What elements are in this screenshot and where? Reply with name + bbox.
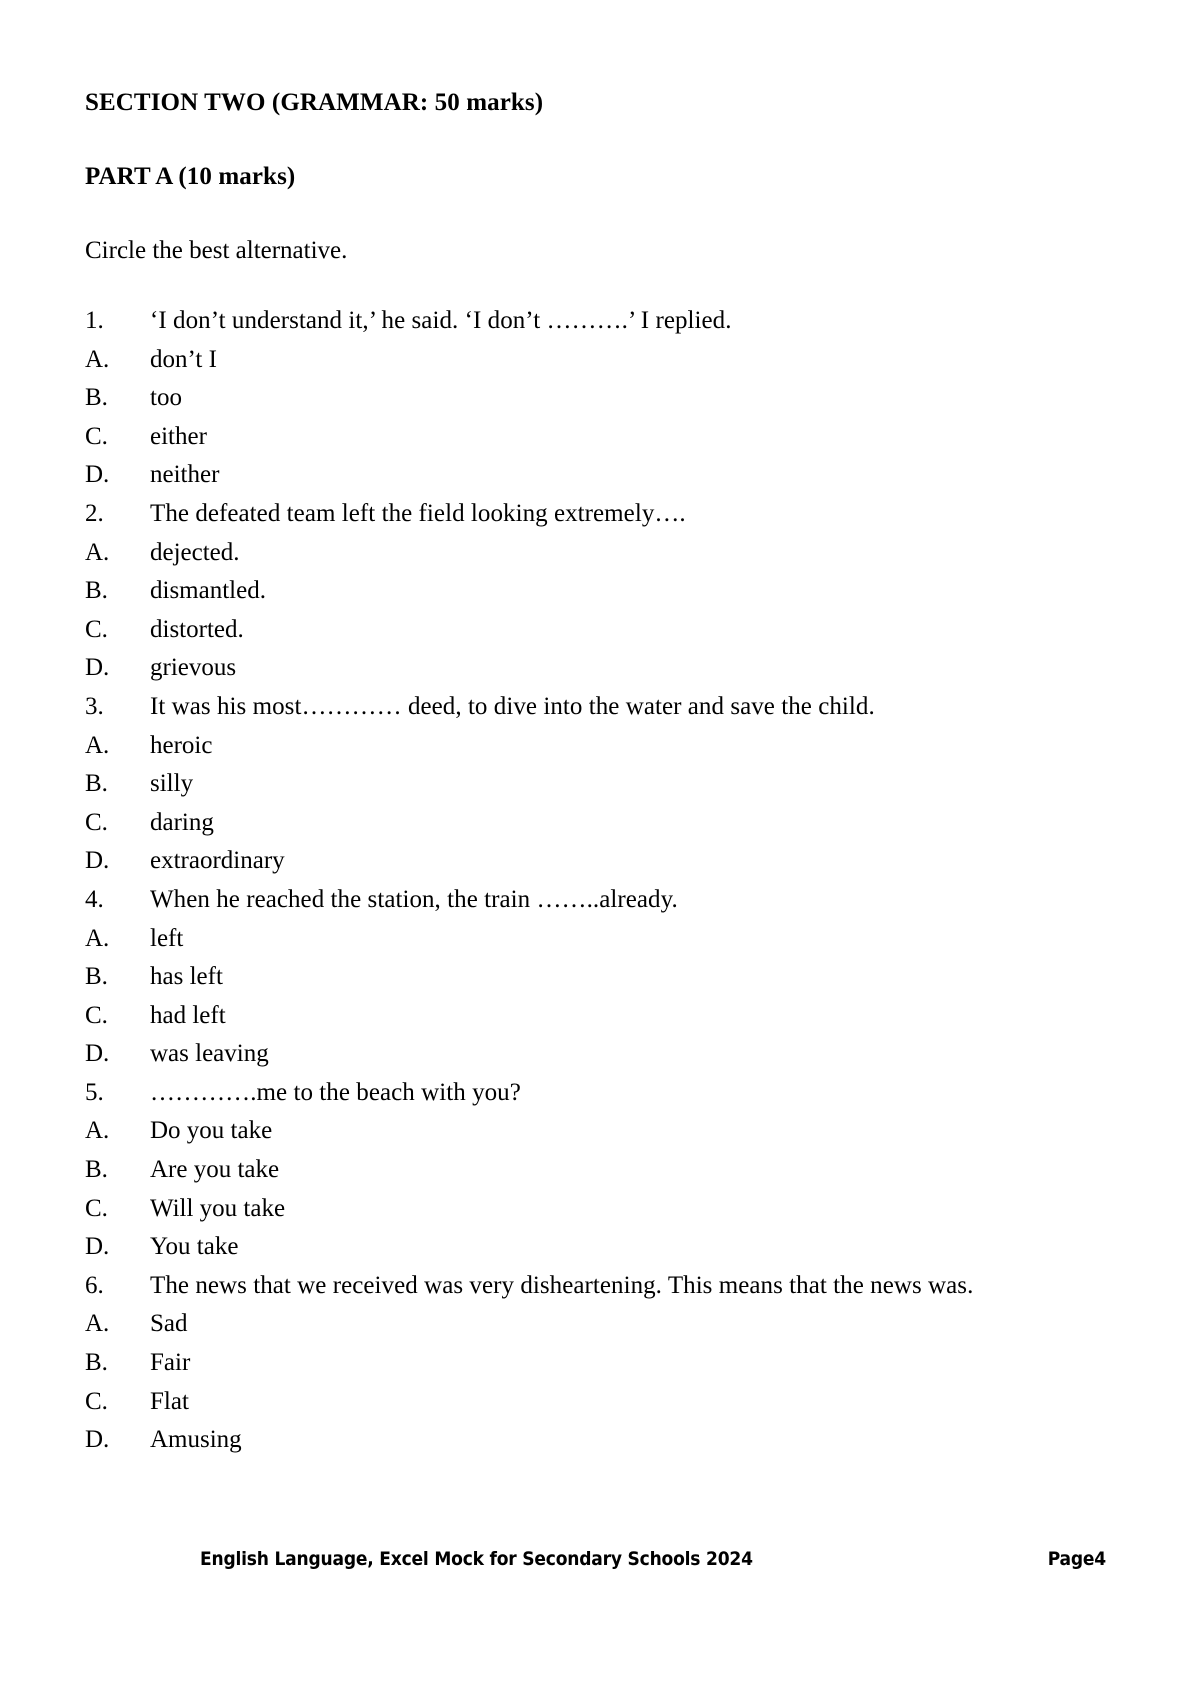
option-row[interactable] (85, 1350, 1106, 1389)
option-text: silly (150, 770, 194, 798)
option-letter: A. (85, 345, 110, 373)
option-row[interactable] (85, 540, 1106, 579)
section-heading: SECTION TWO (GRAMMAR: 50 marks) (85, 89, 544, 116)
question-number: 1. (85, 307, 104, 334)
page-footer (200, 1548, 1106, 1570)
option-letter: B. (85, 1156, 108, 1184)
part-heading: PART A (10 marks) (85, 163, 296, 190)
option-letter: D. (85, 654, 110, 682)
option-text: Sad (150, 1310, 188, 1338)
option-text: You take (150, 1233, 239, 1261)
option-row[interactable] (85, 1118, 1106, 1157)
question-row (85, 887, 1106, 926)
option-text: dismantled. (150, 577, 266, 605)
option-letter: A. (85, 1117, 110, 1145)
option-row[interactable] (85, 964, 1106, 1003)
question-number: 5. (85, 1078, 104, 1106)
option-text: Do you take (150, 1117, 273, 1145)
question-number: 4. (85, 885, 104, 913)
option-row[interactable] (85, 848, 1106, 887)
question-text: The defeated team left the field looking extremely…. (150, 499, 686, 527)
option-letter: B. (85, 577, 108, 605)
option-letter: B. (85, 963, 108, 991)
question-text: ‘I don’t understand it,’ he said. ‘I don’t ……….’ I replied. (150, 307, 732, 334)
option-text: grievous (150, 654, 237, 682)
option-row[interactable] (85, 1003, 1106, 1042)
option-text: neither (150, 461, 220, 489)
question-row (85, 501, 1106, 540)
option-text: daring (150, 808, 214, 836)
option-text: either (150, 422, 207, 450)
option-letter: C. (85, 615, 108, 643)
question-list (85, 308, 1106, 1466)
option-row[interactable] (85, 771, 1106, 810)
option-letter: A. (85, 1310, 110, 1338)
option-row[interactable] (85, 578, 1106, 617)
document-body (85, 88, 1106, 1466)
option-letter: D. (85, 847, 110, 875)
option-letter: C. (85, 422, 108, 450)
question-text: The news that we received was very disheartening. This means that the news was. (150, 1271, 974, 1299)
option-text: Flat (150, 1387, 189, 1415)
option-row[interactable] (85, 1157, 1106, 1196)
question-row (85, 694, 1106, 733)
option-text: heroic (150, 731, 213, 759)
option-letter: B. (85, 1349, 108, 1377)
option-row[interactable] (85, 424, 1106, 463)
option-row[interactable] (85, 1427, 1106, 1466)
option-row[interactable] (85, 385, 1106, 424)
option-text: left (150, 924, 184, 952)
option-text: Are you take (150, 1156, 280, 1184)
footer-page-number: Page4 (1047, 1548, 1106, 1570)
option-row[interactable] (85, 733, 1106, 772)
option-row[interactable] (85, 1041, 1106, 1080)
option-text: too (150, 384, 182, 412)
option-letter: C. (85, 808, 108, 836)
question-text: When he reached the station, the train ……..already. (150, 885, 678, 913)
option-text: had left (150, 1001, 226, 1029)
question-text: It was his most………… deed, to dive into the water and save the child. (150, 692, 875, 720)
option-text: don’t I (150, 345, 217, 373)
option-letter: B. (85, 384, 108, 412)
option-row[interactable] (85, 655, 1106, 694)
option-letter: C. (85, 1001, 108, 1029)
question-row (85, 1080, 1106, 1119)
option-letter: A. (85, 731, 110, 759)
option-letter: C. (85, 1387, 108, 1415)
option-text: was leaving (150, 1040, 269, 1068)
footer-title: English Language, Excel Mock for Secondary Schools 2024 (200, 1548, 753, 1570)
option-text: Amusing (150, 1426, 242, 1454)
option-row[interactable] (85, 1196, 1106, 1235)
question-number: 2. (85, 499, 104, 527)
option-row[interactable] (85, 810, 1106, 849)
option-row[interactable] (85, 617, 1106, 656)
instruction-text: Circle the best alternative. (85, 237, 348, 264)
option-text: Fair (150, 1349, 191, 1377)
option-row[interactable] (85, 462, 1106, 501)
question-text: ………….me to the beach with you? (150, 1078, 521, 1106)
question-row (85, 308, 1106, 347)
option-text: has left (150, 963, 223, 991)
option-row[interactable] (85, 1311, 1106, 1350)
question-number: 3. (85, 692, 104, 720)
option-text: distorted. (150, 615, 244, 643)
option-row[interactable] (85, 347, 1106, 386)
option-letter: C. (85, 1194, 108, 1222)
option-text: extraordinary (150, 847, 285, 875)
option-row[interactable] (85, 1389, 1106, 1428)
option-letter: D. (85, 461, 110, 489)
question-row (85, 1273, 1106, 1312)
option-letter: D. (85, 1040, 110, 1068)
option-letter: A. (85, 924, 110, 952)
question-number: 6. (85, 1271, 104, 1299)
option-row[interactable] (85, 926, 1106, 965)
option-letter: D. (85, 1233, 110, 1261)
option-text: dejected. (150, 538, 240, 566)
option-text: Will you take (150, 1194, 286, 1222)
option-letter: B. (85, 770, 108, 798)
option-letter: D. (85, 1426, 110, 1454)
option-letter: A. (85, 538, 110, 566)
option-row[interactable] (85, 1234, 1106, 1273)
